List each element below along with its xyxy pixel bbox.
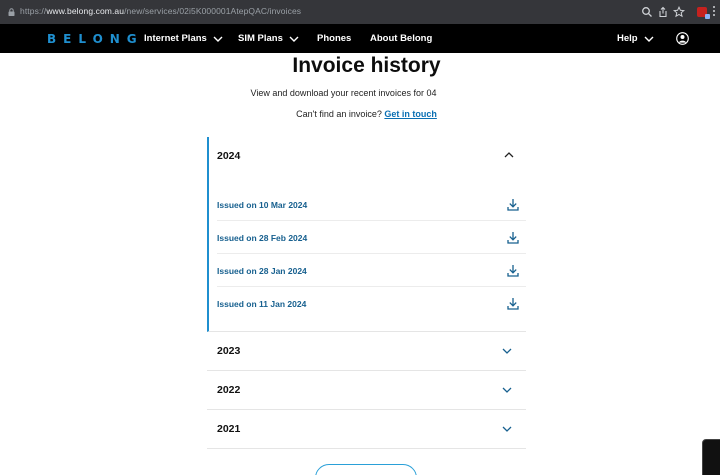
nav-sim-plans-label: SIM Plans [238, 33, 283, 44]
invoice-row[interactable] [217, 287, 526, 320]
browser-address-bar [0, 0, 720, 24]
belong-logo[interactable]: BELONG [47, 32, 144, 46]
invoice-row[interactable] [217, 254, 526, 287]
url-path: /new/services/02i5K000001AtepQAC/invoices [124, 6, 302, 16]
download-icon[interactable] [507, 264, 519, 277]
search-icon[interactable] [641, 6, 653, 18]
download-icon[interactable] [507, 297, 519, 310]
star-icon[interactable] [673, 6, 685, 18]
invoice-date[interactable]: Issued on 11 Jan 2024 [217, 299, 307, 309]
year-heading[interactable]: 2023 [217, 345, 241, 357]
year-panel-2023[interactable] [207, 332, 526, 371]
nav-about-belong-label: About Belong [370, 33, 433, 44]
url-text[interactable] [20, 6, 301, 16]
nav-phones-label: Phones [317, 33, 352, 44]
nav-about-belong[interactable] [370, 33, 432, 44]
year-heading[interactable]: 2024 [217, 150, 241, 162]
invoice-date[interactable]: Issued on 28 Jan 2024 [217, 266, 307, 276]
year-panel-2024 [207, 137, 526, 332]
nav-internet-plans-label: Internet Plans [144, 33, 207, 44]
chevron-down-icon[interactable] [502, 387, 512, 393]
chevron-down-icon[interactable] [502, 426, 512, 432]
overlay-window-edge [702, 439, 720, 475]
lock-icon [8, 8, 15, 16]
site-navigation [0, 24, 720, 53]
invoice-date[interactable]: Issued on 28 Feb 2024 [217, 233, 308, 243]
cant-find-text: Can't find an invoice? [296, 109, 382, 119]
page-subtitle: View and download your recent invoices for 04 [250, 88, 437, 98]
nav-help[interactable] [617, 33, 654, 44]
year-heading[interactable]: 2021 [217, 423, 241, 435]
chevron-down-icon [289, 36, 299, 42]
extension-icon[interactable] [697, 7, 707, 17]
chevron-up-icon[interactable] [504, 152, 514, 158]
chevron-down-icon [213, 36, 223, 42]
share-icon[interactable] [657, 6, 669, 18]
nav-sim-plans[interactable] [238, 33, 299, 44]
get-in-touch-link[interactable]: Get in touch [384, 109, 437, 119]
user-account-icon[interactable] [676, 32, 689, 45]
url-host: www.belong.com.au [46, 6, 125, 16]
nav-phones[interactable] [317, 33, 351, 44]
year-panel-2022[interactable] [207, 371, 526, 410]
load-more-button[interactable] [315, 464, 417, 475]
download-icon[interactable] [507, 198, 519, 211]
invoice-accordion [207, 137, 526, 449]
nav-help-label: Help [617, 33, 638, 44]
browser-menu-icon[interactable] [712, 6, 716, 18]
download-icon[interactable] [507, 231, 519, 244]
invoice-row[interactable] [217, 188, 526, 221]
chevron-down-icon[interactable] [502, 348, 512, 354]
page-title: Invoice history [292, 54, 441, 77]
nav-internet-plans[interactable] [144, 33, 223, 44]
url-prefix: https:// [20, 6, 47, 16]
invoice-row[interactable] [217, 221, 526, 254]
year-panel-2021[interactable] [207, 410, 526, 449]
chevron-down-icon [644, 36, 654, 42]
invoice-date[interactable]: Issued on 10 Mar 2024 [217, 200, 308, 210]
cant-find-invoice [0, 109, 720, 119]
year-heading[interactable]: 2022 [217, 384, 241, 396]
